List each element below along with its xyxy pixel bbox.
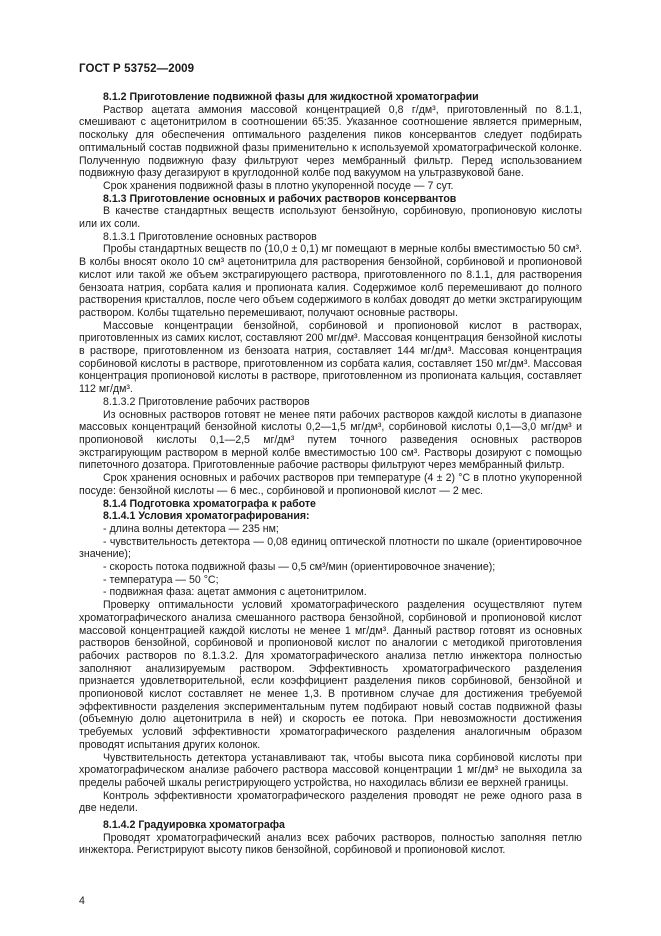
page-number: 4 [79, 895, 85, 907]
document-code-header: ГОСТ Р 53752—2009 [79, 63, 195, 75]
list-item: - подвижная фаза: ацетат аммония с ацетонитрилом. [103, 586, 367, 599]
subsection-heading-8-1-3-1: 8.1.3.1 Приготовление основных растворов [103, 230, 317, 243]
paragraph: Пробы стандартных веществ по (10,0 ± 0,1) мг помещают в мерные колбы вместимостью 50 см³. В колбы вносят около 10 см³ ацетонитрила для растворения бензойной, сорбиновой и пропионовой кислот или такой же объем экстрагирующего раствора, приготовленного по 8.1.1, для растворения бензоата натрия, сорбата калия и пропионата калия. Содержимое колб перемешивают до полного растворения кристаллов, после чего объем содержимого в колбах доводят до метки экстрагирующим раствором. Колбы тщательно перемешивают, получают основные растворы. [79, 243, 582, 319]
paragraph: В качестве стандартных веществ используют бензойную, сорбиновую, пропионовую кислоты или их соли. [79, 205, 582, 231]
paragraph: Чувствительность детектора устанавливают так, чтобы высота пика сорбиновой кислоты при хроматографическом анализе рабочего раствора массовой концентрации 1 мг/дм³ не выходила за пределы рабочей шкалы регистрирующего устройства, но находилась вблизи ее верхней границы. [79, 751, 582, 789]
paragraph: Проверку оптимальности условий хроматографического разделения осуществляют путем хроматографического анализа смешанного раствора бензойной, сорбиновой и пропионовой кислот массовой концентрацией каждой кислоты не менее 1 мг/дм³. Данный раствор готовят из основных растворов бензойной, сорбиновой и пропионовой кислот по аналогии с методикой приготовления рабочих растворов по 8.1.3.2. Для хроматографического анализа петлю инжектора полностью заполняют анализируемым раствором. Эффективность хроматографического разделения признается удовлетворительной, если коэффициент разделения пиков сорбиновой, бензойной и пропионовой кислот составляет не менее 1,3. В противном случае для достижения требуемой эффективности разделения экспериментальным путем подбирают новый состав подвижной фазы (объемную долю ацетонитрила в ней) и скорость ее потока. При невозможности достижения требуемых условий эффективности хроматографического разделения аналогичным образом проводят испытания других колонок. [79, 599, 582, 751]
paragraph: Из основных растворов готовят не менее пяти рабочих растворов каждой кислоты в диапазоне массовых концентраций бензойной кислоты 0,2—1,5 мг/дм³, сорбиновой кислоты 0,1—3,0 мг/дм³ и пропионовой кислоты 0,1—2,5 мг/дм³ путем точного разведения основных растворов экстрагирующим раствором в мерной колбе вместимостью 100 см³. Растворы дозируют с помощью пипеточного дозатора. Приготовленные рабочие растворы фильтруют через мембранный фильтр. [79, 408, 582, 472]
list-item: - скорость потока подвижной фазы — 0,5 см³/мин (ориентировочное значение); [103, 561, 496, 574]
paragraph: Проводят хроматографический анализ всех рабочих растворов, полностью заполняя петлю инжектора. Регистрируют высоту пиков бензойной, сорбиновой и пропионовой кислот. [79, 831, 582, 857]
section-heading-8-1-4-2: 8.1.4.2 Градуировка хроматографа [103, 819, 285, 832]
paragraph: Массовые концентрации бензойной, сорбиновой и пропионовой кислот в растворах, приготовленных из самих кислот, составляют 200 мг/дм³. Массовая концентрация бензойной кислоты в растворе, приготовленном из бензоата натрия, составляет 144 мг/дм³. Массовая концентрация сорбиновой кислоты в растворе, приготовленном из сорбата калия, составляет 150 мг/дм³. Массовая концентрация пропионовой кислоты в растворе, приготовленном из пропионата кальция, составляет 112 мг/дм³. [79, 319, 582, 396]
paragraph: Срок хранения подвижной фазы в плотно укупоренной посуде — 7 сут. [103, 179, 454, 192]
list-item: - длина волны детектора — 235 нм; [103, 522, 279, 535]
section-heading-8-1-4-1: 8.1.4.1 Условия хроматографирования: [103, 510, 310, 523]
paragraph: Контроль эффективности хроматографического разделения проводят не реже одного раза в две недели. [79, 789, 582, 815]
section-heading-8-1-4: 8.1.4 Подготовка хроматографа к работе [103, 497, 316, 510]
paragraph: Раствор ацетата аммония массовой концентрацией 0,8 г/дм³, приготовленный по 8.1.1, смешивают с ацетонитрилом в соотношении 65:35. Указанное соотношение является примерным, поскольку для обеспечения оптимального разделения пиков консервантов следует подбирать оптимальный состав подвижной фазы применительно к используемой хроматографической колонке. Полученную подвижную фазу фильтруют через мембранный фильтр. Перед использованием подвижную фазу дегазируют в круглодонной колбе под вакуумом на ультразвуковой бане. [79, 103, 582, 180]
document-body [79, 91, 582, 857]
list-item: - температура — 50 °С; [103, 573, 219, 586]
section-heading-8-1-3: 8.1.3 Приготовление основных и рабочих растворов консервантов [103, 192, 457, 205]
subsection-heading-8-1-3-2: 8.1.3.2 Приготовление рабочих растворов [103, 395, 310, 408]
section-heading-8-1-2: 8.1.2 Приготовление подвижной фазы для жидкостной хроматографии [103, 91, 479, 103]
paragraph: Срок хранения основных и рабочих растворов при температуре (4 ± 2) °С в плотно укупоренной посуде: бензойной кислоты — 6 мес., сорбиновой и пропионовой кислот — 2 мес. [79, 472, 582, 497]
list-item: - чувствительность детектора — 0,08 единиц оптической плотности по шкале (ориентировочное значение); [79, 535, 582, 561]
